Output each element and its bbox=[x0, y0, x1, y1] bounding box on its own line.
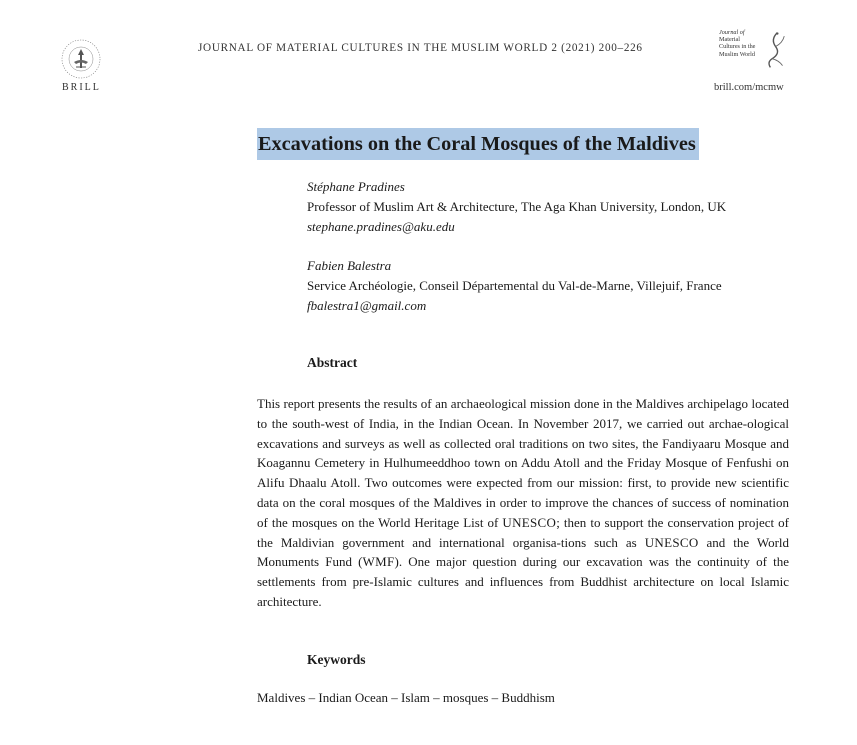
calligraphy-bird-icon bbox=[760, 28, 786, 72]
journal-url[interactable]: brill.com/mcmw bbox=[714, 82, 784, 93]
author-email[interactable]: fbalestra1@gmail.com bbox=[307, 298, 427, 313]
author-block bbox=[307, 256, 722, 316]
abbreviation: UNESCO bbox=[644, 534, 699, 550]
abstract-segment: ). One major question during our excavation was the continuity of the settlements from pre-Islamic cultures and influences from Buddhist architecture on local Islamic architecture. bbox=[257, 554, 790, 609]
publisher-name: BRILL bbox=[62, 82, 101, 93]
journal-logo-line: Cultures in the bbox=[719, 43, 756, 51]
journal-logo bbox=[716, 28, 792, 76]
author-name: Stéphane Pradines bbox=[307, 179, 405, 194]
article-title: Excavations on the Coral Mosques of the Maldives bbox=[257, 128, 699, 160]
author-affiliation: Service Archéologie, Conseil Départemental du Val-de-Marne, Villejuif, France bbox=[307, 278, 722, 293]
keywords-list: Maldives – Indian Ocean – Islam – mosques – Buddhism bbox=[257, 690, 555, 705]
journal-logo-line: Journal of bbox=[719, 29, 745, 36]
author-block bbox=[307, 177, 726, 237]
keywords-heading: Keywords bbox=[307, 652, 366, 667]
brill-seal-logo bbox=[60, 38, 102, 80]
author-affiliation: Professor of Muslim Art & Architecture, The Aga Khan University, London, UK bbox=[307, 199, 727, 214]
abstract-segment: and the World Monuments Fund ( bbox=[257, 534, 790, 570]
abstract-heading: Abstract bbox=[307, 355, 358, 370]
journal-logo-line: Material bbox=[719, 36, 740, 44]
journal-logo-line: Muslim World bbox=[719, 50, 755, 58]
author-email[interactable]: stephane.pradines@aku.edu bbox=[307, 219, 455, 234]
abstract-text bbox=[257, 394, 789, 612]
abstract-segment: ; then to support the conservation project of the Maldivian government and international organisa-tions such as bbox=[257, 514, 789, 550]
abbreviation: UNESCO bbox=[502, 514, 557, 530]
abbreviation: WMF bbox=[362, 554, 395, 570]
author-name: Fabien Balestra bbox=[307, 258, 392, 273]
journal-citation: JOURNAL OF MATERIAL CULTURES IN THE MUSLIM WORLD 2 (2021) 200–226 bbox=[198, 42, 643, 54]
abstract-segment: This report presents the results of an archaeological mission done in the Maldives archipelago located to the south-west of India, in the Indian Ocean. In November 2017, we carried out archae-ological excavations and surveys as well as collected oral traditions on two sites, the Fandiyaaru Mosque and Koagannu Cemetery in Hulhumeeddhoo town on Addu Atoll and the Friday Mosque of Fenfushi on Alifu Dhaalu Atoll. Two outcomes were expected from our mission: first, to provide new scientific data on the coral mosques of the Maldives in order to improve the chances of success of nomination of the mosques on the World Heritage List of bbox=[257, 396, 789, 530]
